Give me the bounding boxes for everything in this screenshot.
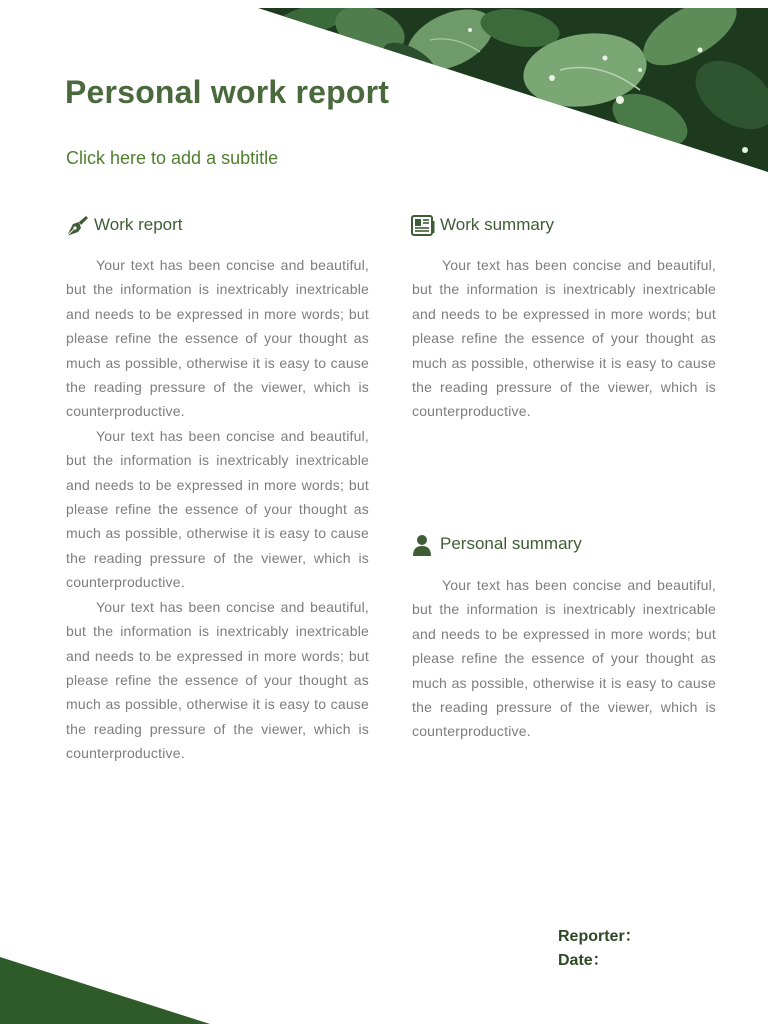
personal-summary-paragraph: Your text has been concise and beautiful, but the information is inextricably inextricable and needs to be expressed in more words; but please refine the essence of your thought as much as possible, otherwise it is easy to cause the reading pressure of the viewer, which is counterproductive. bbox=[412, 577, 716, 740]
reporter-label: Reporter： bbox=[558, 928, 641, 945]
work-report-body bbox=[66, 253, 369, 766]
document-list-icon bbox=[410, 212, 436, 238]
work-summary-body bbox=[412, 253, 716, 424]
personal-summary-body bbox=[412, 573, 716, 744]
work-report-heading-label: Work report bbox=[94, 215, 183, 234]
person-icon bbox=[410, 531, 436, 557]
work-summary-heading-label: Work summary bbox=[440, 215, 554, 234]
work-report-heading bbox=[64, 212, 183, 238]
work-summary-heading bbox=[410, 212, 554, 238]
work-report-paragraph: Your text has been concise and beautiful, but the information is inextricably inextricable and needs to be expressed in more words; but please refine the essence of your thought as much as possible, otherwise it is easy to cause the reading pressure of the viewer, which is counterproductive. bbox=[66, 598, 369, 762]
work-report-paragraph: Your text has been concise and beautiful, but the information is inextricably inextricable and needs to be expressed in more words; but please refine the essence of your thought as much as possible, otherwise it is easy to cause the reading pressure of the viewer, which is counterproductive. bbox=[66, 257, 369, 420]
work-report-paragraph: Your text has been concise and beautiful, but the information is inextricably inextricable and needs to be expressed in more words; but please refine the essence of your thought as much as possible, otherwise it is easy to cause the reading pressure of the viewer, which is counterproductive. bbox=[66, 427, 369, 591]
page-title: Personal work report bbox=[65, 74, 390, 110]
subtitle-placeholder[interactable]: Click here to add a subtitle bbox=[66, 148, 279, 168]
personal-summary-heading bbox=[410, 531, 582, 557]
personal-summary-heading-label: Personal summary bbox=[440, 534, 582, 553]
date-label: Date： bbox=[558, 952, 609, 969]
work-summary-paragraph: Your text has been concise and beautiful, but the information is inextricably inextricable and needs to be expressed in more words; but please refine the essence of your thought as much as possible, otherwise it is easy to cause the reading pressure of the viewer, which is counterproductive. bbox=[412, 257, 716, 420]
pen-nib-icon bbox=[64, 212, 90, 238]
